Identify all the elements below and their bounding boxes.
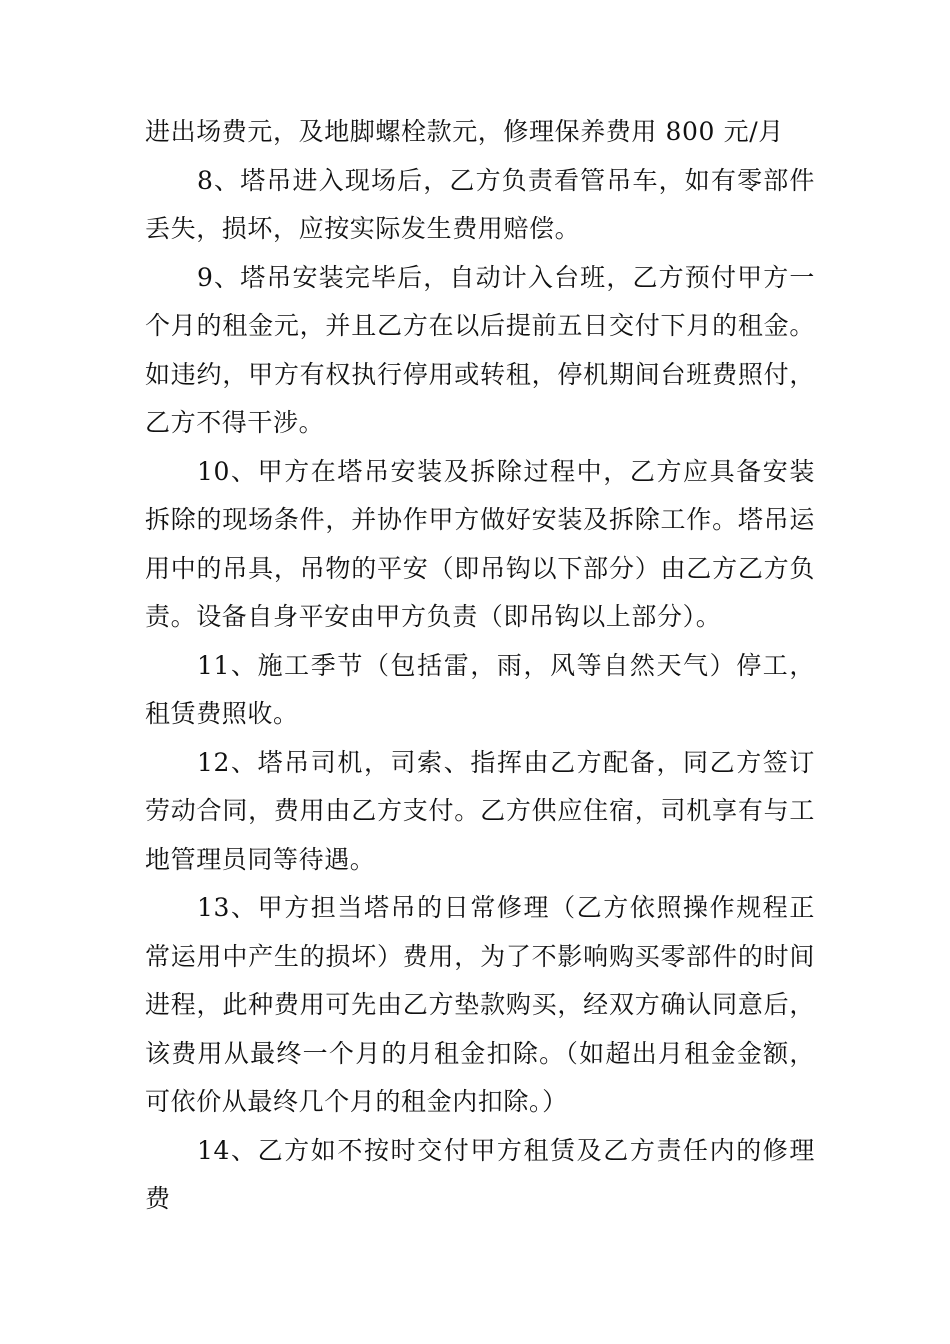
- paragraph-clause-13: 13、甲方担当塔吊的日常修理（乙方依照操作规程正常运用中产生的损坏）费用，为了不影响购买零部件的时间进程，此种费用可先由乙方垫款购买，经双方确认同意后，该费用从最终一个月的月租金扣除。（如超出月租金金额，可依价从最终几个月的租金内扣除。）: [145, 893, 815, 1116]
- paragraph-clause-8: 8、塔吊进入现场后，乙方负责看管吊车，如有零部件丢失，损坏，应按实际发生费用赔偿。: [145, 165, 815, 243]
- paragraph-fees: 进出场费元，及地脚螺栓款元，修理保养费用 800 元/月: [145, 117, 784, 146]
- paragraph-clause-12: 12、塔吊司机，司索、指挥由乙方配备，同乙方签订劳动合同，费用由乙方支付。乙方供应住宿，司机享有与工地管理员同等待遇。: [145, 747, 815, 874]
- paragraph-clause-11: 11、施工季节（包括雷，雨，风等自然天气）停工，租赁费照收。: [145, 650, 815, 728]
- document-body: [145, 108, 815, 1224]
- paragraph-clause-14: 14、乙方如不按时交付甲方租赁及乙方责任内的修理费: [145, 1135, 815, 1213]
- paragraph-clause-10: 10、甲方在塔吊安装及拆除过程中，乙方应具备安装拆除的现场条件，并协作甲方做好安装及拆除工作。塔吊运用中的吊具，吊物的平安（即吊钩以下部分）由乙方乙方负责。设备自身平安由甲方负责（即吊钩以上部分）。: [145, 456, 815, 631]
- paragraph-clause-9: 9、塔吊安装完毕后，自动计入台班，乙方预付甲方一个月的租金元，并且乙方在以后提前五日交付下月的租金。如违约，甲方有权执行停用或转租，停机期间台班费照付，乙方不得干涉。: [145, 262, 815, 437]
